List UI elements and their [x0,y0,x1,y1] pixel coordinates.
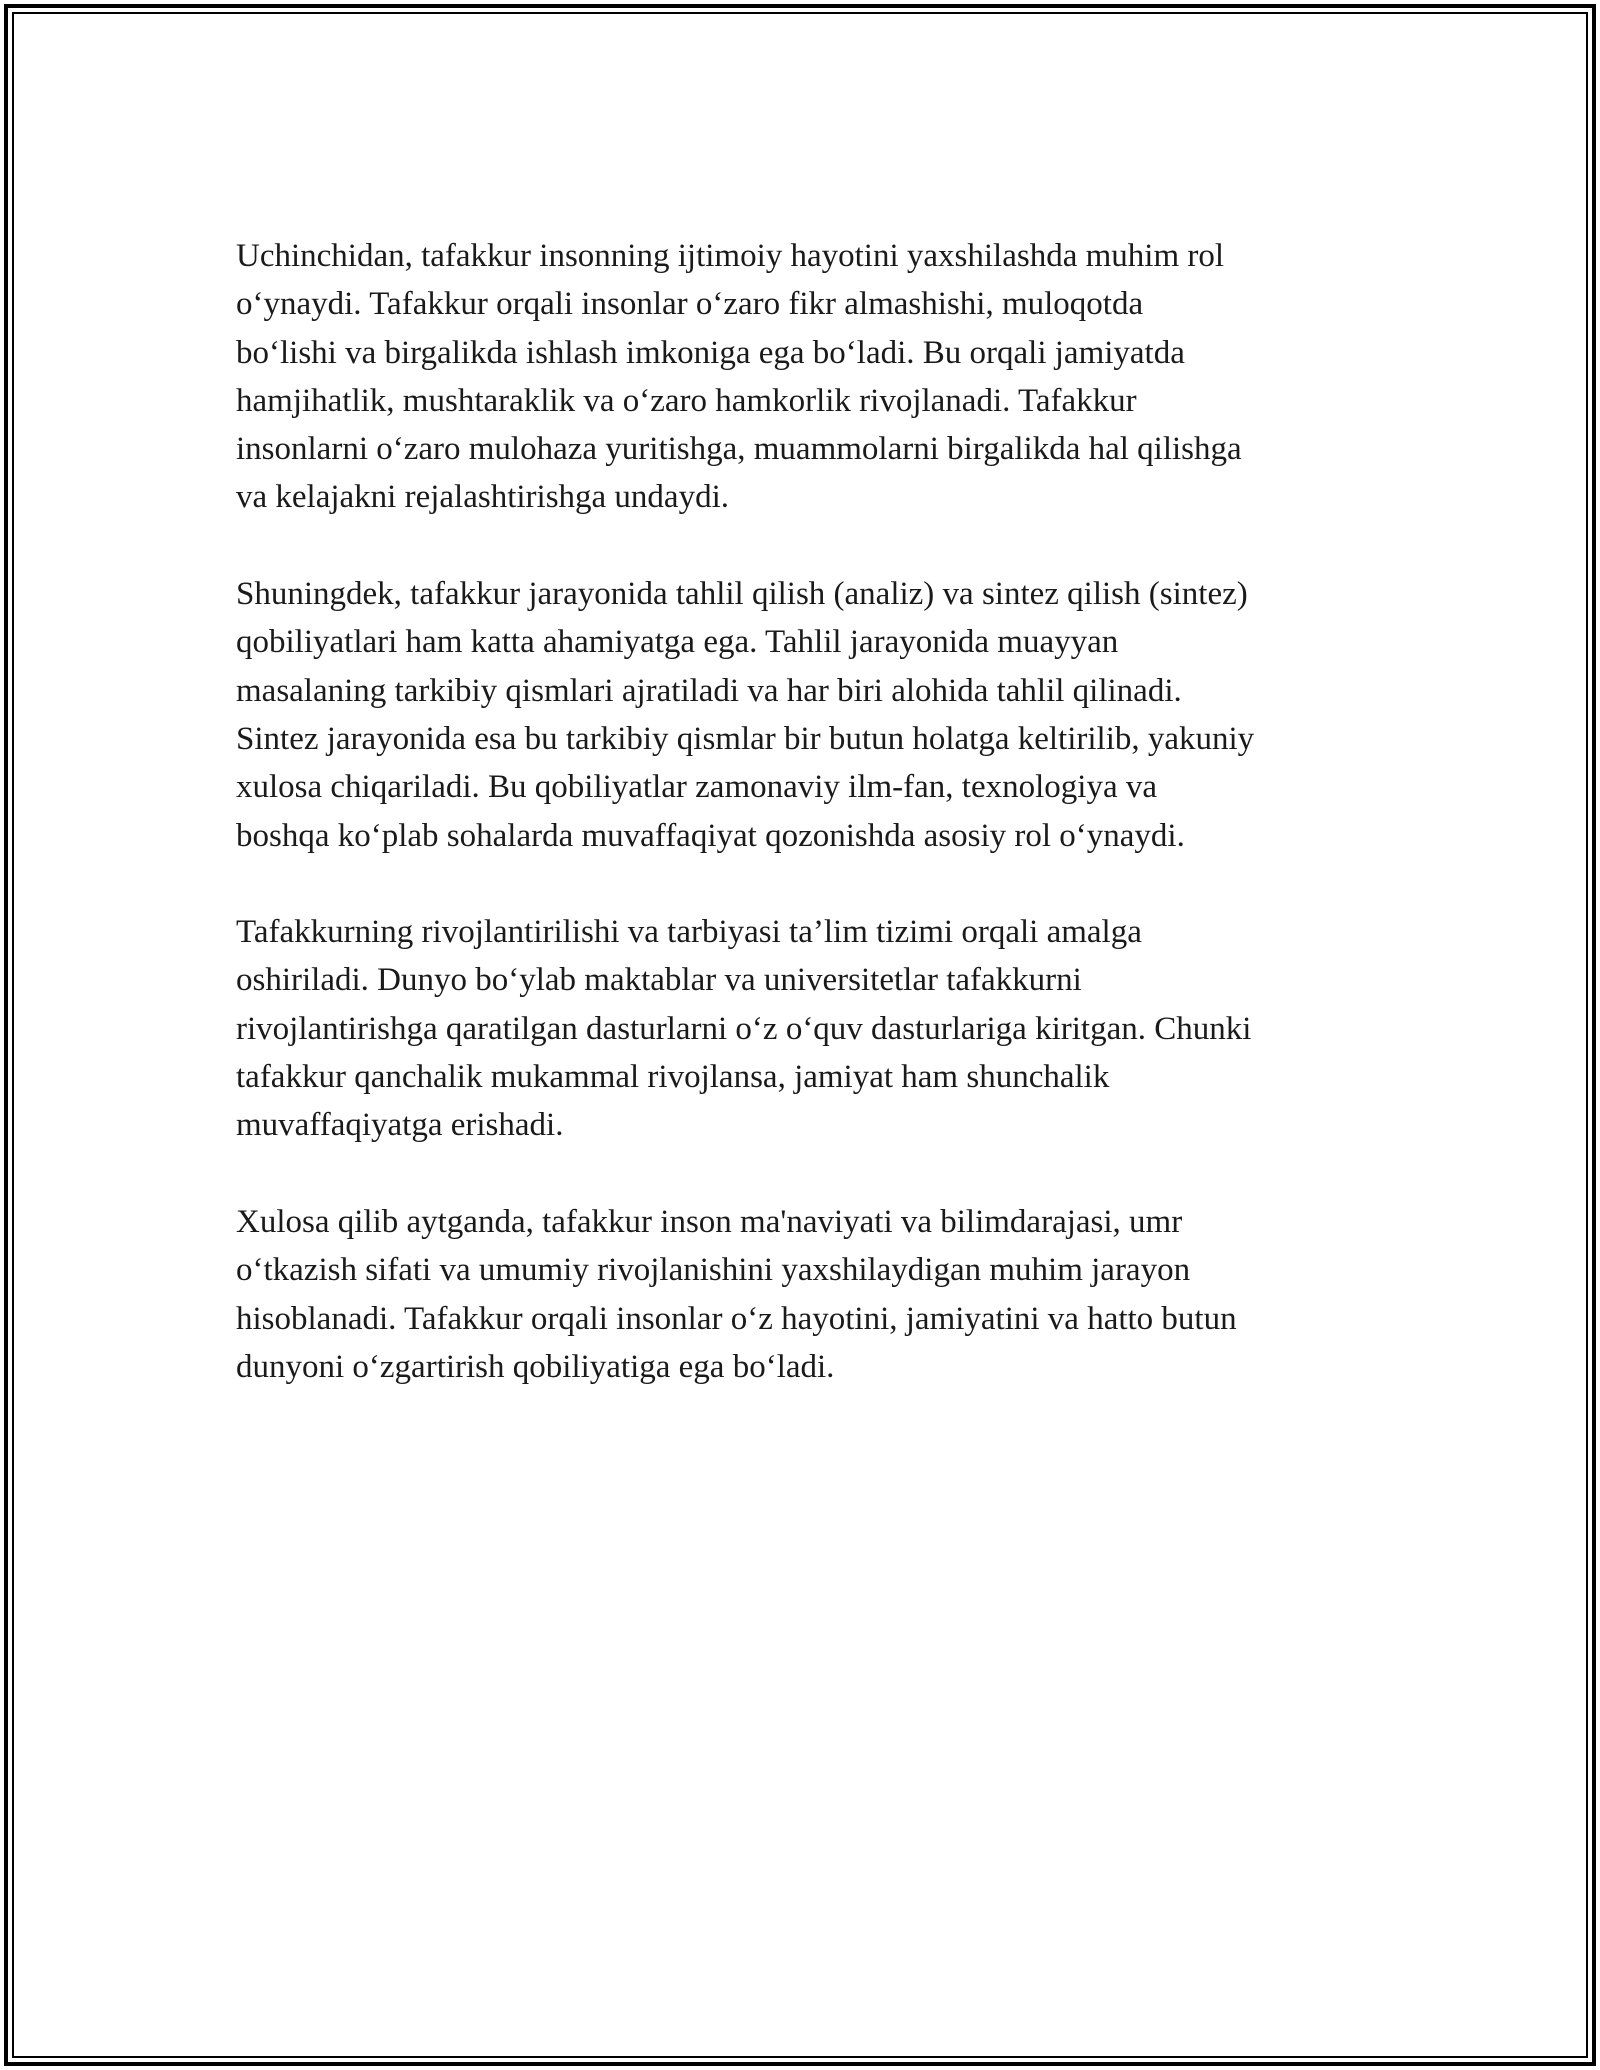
text-line: muvaffaqiyatga erishadi. [236,1107,564,1144]
text-line: Tafakkurning rivojlantirilishi va tarbiyasi ta’lim tizimi orqali amalga [236,914,1142,951]
text-line: boshqa ko‘plab sohalarda muvaffaqiyat qozonishda asosiy rol o‘ynaydi. [236,817,1185,854]
text-line: tafakkur qanchalik mukammal rivojlansa, jamiyat ham shunchalik [236,1059,1110,1096]
text-line: insonlarni o‘zaro mulohaza yuritishga, muammolarni birgalikda hal qilishga [236,431,1242,468]
paragraph-education [236,908,1376,1149]
text-line: oshiriladi. Dunyo bo‘ylab maktablar va universitetlar tafakkurni [236,962,1082,999]
document-body [236,232,1376,1391]
paragraph-social-role [236,232,1376,522]
paragraph-analysis-synthesis [236,570,1376,860]
text-line: hamjihatlik, mushtaraklik va o‘zaro hamkorlik rivojlanadi. Tafakkur [236,382,1137,419]
paragraph-conclusion [236,1198,1376,1391]
text-line: va kelajakni rejalashtirishga undaydi. [236,479,730,516]
text-line: Sintez jarayonida esa bu tarkibiy qismlar bir butun holatga keltirilib, yakuniy [236,720,1255,757]
text-line: dunyoni o‘zgartirish qobiliyatiga ega bo‘ladi. [236,1348,835,1385]
text-line: bo‘lishi va birgalikda ishlash imkoniga ega bo‘ladi. Bu orqali jamiyatda [236,334,1185,371]
text-line: qobiliyatlari ham katta ahamiyatga ega. Tahlil jarayonida muayyan [236,624,1119,661]
text-line: Uchinchidan, tafakkur insonning ijtimoiy hayotini yaxshilashda muhim rol [236,238,1225,274]
text-line: Xulosa qilib aytganda, tafakkur inson ma'naviyati va bilimdarajasi, umr [236,1203,1183,1240]
text-line: o‘ynaydi. Tafakkur orqali insonlar o‘zaro fikr almashishi, muloqotda [236,286,1144,323]
text-line: Shuningdek, tafakkur jarayonida tahlil qilish (analiz) va sintez qilish (sintez) [236,576,1248,613]
text-line: hisoblanadi. Tafakkur orqali insonlar o‘z hayotini, jamiyatini va hatto butun [236,1300,1237,1337]
text-line: o‘tkazish sifati va umumiy rivojlanishini yaxshilaydigan muhim jarayon [236,1252,1191,1289]
text-line: rivojlantirishga qaratilgan dasturlarni o‘z o‘quv dasturlariga kiritgan. Chunki [236,1010,1252,1047]
text-line: xulosa chiqariladi. Bu qobiliyatlar zamonaviy ilm-fan, texnologiya va [236,769,1158,806]
text-line: masalaning tarkibiy qismlari ajratiladi va har biri alohida tahlil qilinadi. [236,672,1182,709]
